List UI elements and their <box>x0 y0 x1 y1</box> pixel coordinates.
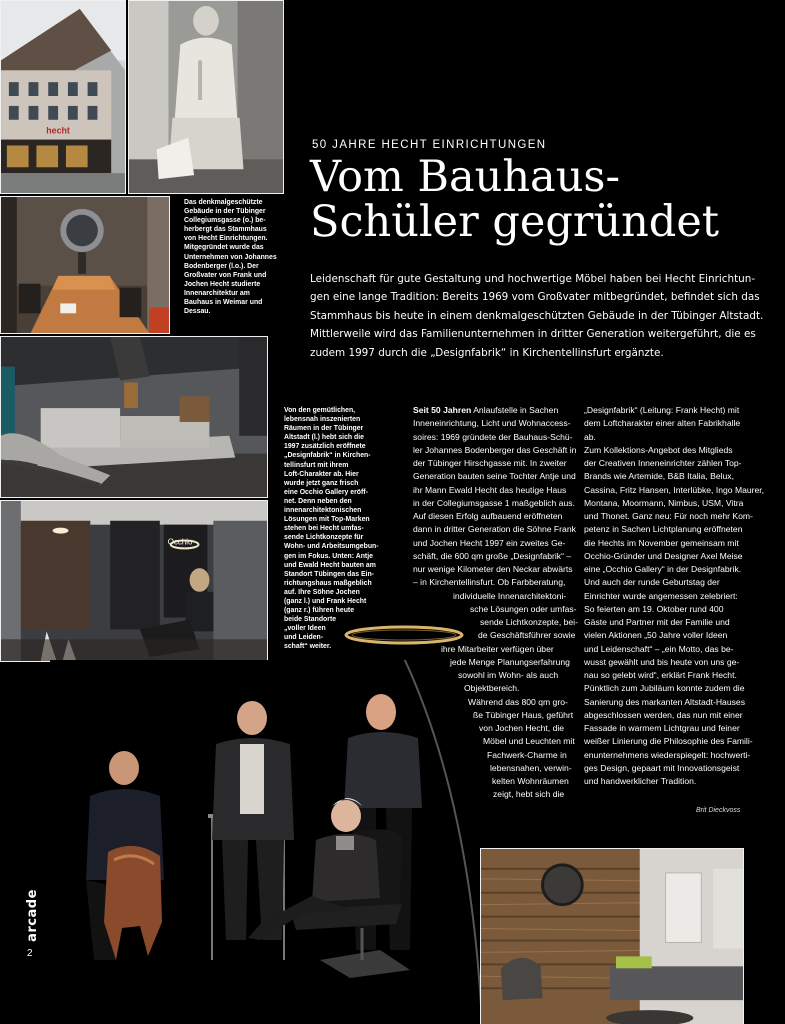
headline-line: Vom Bauhaus- <box>310 152 620 202</box>
body-line: Montana, Moormann, Nimbus, USM, Vitra <box>584 497 744 508</box>
body-line: dann in dritter Generation die Söhne Frank <box>413 524 576 535</box>
caption-line: eine Occhio Gallery eröff- <box>284 488 368 496</box>
body-line: sowohl im Wohn- als auch <box>458 670 559 680</box>
body-line: ler Johannes Bodenberger das Geschäft in <box>413 444 577 455</box>
occhio-gallery-photo <box>0 500 268 662</box>
body-line: zeigt, hebt sich die <box>493 789 565 800</box>
intro-line: zudem 1997 durch die „Designfabrik“ in Kirchentellinsfurt ergänzte. <box>310 346 664 359</box>
caption-line: Räumen in der Tübinger <box>284 425 364 433</box>
body-line: ihr Mann Ewald Hecht das heutige Haus <box>413 484 567 495</box>
caption-line: stehen bei Hecht umfas- <box>284 525 364 533</box>
body-line: – in Kirchentellinsfurt. Ob Farbberatung, <box>413 577 566 588</box>
body-column-2 <box>584 404 765 788</box>
caption-line: lebensnah inszenierten <box>284 416 361 424</box>
caption-line: Jochen Hecht studierte <box>184 280 261 288</box>
body-line: von Jochen Hecht, die <box>479 723 565 733</box>
body-line: sche Lösungen oder umfas- <box>470 603 577 614</box>
wood-wall-interior-photo <box>480 848 744 1024</box>
body-line: ihre Mitarbeiter verfügen über <box>441 643 554 654</box>
body-column-1 <box>413 404 578 802</box>
caption-line: Mitgegründet wurde das <box>184 244 264 252</box>
body-line: Einrichter wurde angemessen zelebriert: <box>584 590 738 601</box>
caption-line: (ganz r.) führen heute <box>284 607 355 615</box>
loft-sofa-photo <box>0 336 268 498</box>
intro-line: gen eine lange Tradition: Bereits 1969 vom Großvater mitbegründet, befindet sich das <box>310 291 760 304</box>
body-line: ße Tübinger Haus, geführt <box>473 709 574 720</box>
caption-line: „voller Ideen <box>284 625 326 633</box>
caption-line: schaft“ weiter. <box>284 643 332 651</box>
caption-line: „Designfabrik“ in Kirchen- <box>284 452 371 460</box>
caption-line: Loft-Charakter ab. Hier <box>284 470 359 478</box>
caption-line: Großvater von Frank und <box>184 271 267 279</box>
body-line: soires: 1969 gründete der Bauhaus-Schü- <box>413 431 573 442</box>
storefront-sign-text: hecht <box>46 125 70 136</box>
caption-line: tellinsfurt mit ihrem <box>284 461 349 469</box>
body-line: abgeschlossen werden, das nun mit einer <box>584 709 743 720</box>
body-line: Und auch der runde Geburtstag der <box>584 577 720 588</box>
article-intro <box>310 270 764 362</box>
caption-line: Standort Tübingen das Ein- <box>284 570 374 578</box>
body-line: Generation bauten seine Tochter Antje und <box>413 471 576 482</box>
caption-line: Altstadt (l.) hebt sich die <box>284 434 365 442</box>
body-line: kelten Wohnräumen <box>492 776 569 786</box>
caption-line: von Hecht Einrichtungen. <box>184 235 268 243</box>
caption-line: net. Denn neben den <box>284 497 352 505</box>
body-line: der Creativen Inneneinrichter zählen Top- <box>584 458 742 468</box>
caption-line: und Leiden- <box>284 634 324 642</box>
caption-line: gen im Fokus. Unten: Antje <box>284 552 373 560</box>
body-line: und Thonet. Ganz neu: Für noch mehr Kom- <box>584 511 753 521</box>
body-lead: Seit 50 Jahren <box>413 405 472 415</box>
intro-line: Leidenschaft für gute Gestaltung und hochwertige Möbel haben bei Hecht Einrichtun- <box>310 273 756 285</box>
author-byline: Brit Dieckvoss <box>696 807 741 814</box>
body-line: Objektbereich. <box>464 683 520 694</box>
body-line: und Leidenschaft“ – „ein Motto, das be- <box>584 643 734 654</box>
body-line: Sanierung des markanten Altstadt-Hauses <box>584 696 745 707</box>
body-line: weißer Linierung die Philosophie des Famili- <box>584 736 753 747</box>
body-line: die Hechts im November gemeinsam mit <box>584 537 739 548</box>
body-line: ges Design, gepaart mit Innovationsgeist <box>584 762 740 773</box>
caption-line: richtungshaus maßgeblich <box>284 579 372 587</box>
body-line: und Jochen Hecht 1997 ein zweites Ge- <box>413 537 566 548</box>
body-line: Occhio-Gründer und Designer Axel Meise <box>584 550 743 561</box>
body-line: und handwerklicher Tradition. <box>584 776 697 786</box>
body-line: petenz in Sachen Lichtplanung eröffneten <box>584 524 743 535</box>
magazine-brand-text: arcade <box>24 889 40 942</box>
tuebingen-interior-photo <box>0 196 170 334</box>
caption-line: Unternehmen von Johannes <box>184 253 277 261</box>
caption-line: beide Standorte <box>284 616 337 624</box>
body-line-text: Anlaufstelle in Sachen <box>473 405 559 415</box>
body-line: sende Lichtkonzepte, bei- <box>480 617 578 627</box>
body-line: Während das 800 qm gro- <box>468 696 568 707</box>
caption-middle <box>284 406 379 652</box>
caption-line: Bodenberger (l.o.). Der <box>184 262 259 270</box>
body-line: de Geschäftsführer sowie <box>478 630 576 641</box>
caption-line: Bauhaus in Weimar und <box>184 299 263 307</box>
magazine-brand <box>24 888 44 948</box>
body-line: Gäste und Partner mit der Familie und <box>584 617 730 627</box>
intro-line: Stammhaus bis heute in einem denkmalgeschützten Gebäude in der Tübinger Altstadt. <box>310 309 764 322</box>
body-line: So feierten am 19. Oktober rund 400 <box>584 603 724 614</box>
body-line: ab. <box>584 431 596 442</box>
body-line: in der Collegiumsgasse 1 maßgeblich aus. <box>413 497 575 508</box>
body-line: jede Menge Planungserfahrung <box>450 656 570 667</box>
body-line: enunternehmens wiederspiegelt: hochwerti- <box>584 749 751 760</box>
body-line <box>413 404 573 417</box>
intro-line: Mittlerweile wird das Familienunternehmen in dritter Generation weitergeführt, die es <box>310 328 756 341</box>
caption-line: auf. Ihre Söhne Jochen <box>284 588 360 596</box>
caption-line: Lösungen mit Top-Marken <box>284 516 370 524</box>
caption-top <box>184 198 277 316</box>
caption-line: Das denkmalgeschützte <box>184 199 263 206</box>
article-kicker: 50 JAHRE HECHT EINRICHTUNGEN <box>312 139 547 151</box>
caption-line: wurde jetzt ganz frisch <box>284 479 359 487</box>
body-line: schäft, die 600 qm große „Designfabrik“ – <box>413 550 572 561</box>
body-line: vielen Aktionen „50 Jahre voller Ideen <box>584 630 728 641</box>
body-line: Pünktlich zum Jubiläum konnte zudem die <box>584 683 745 694</box>
body-line: nur wenige Kilometer den Neckar abwärts <box>413 564 573 574</box>
body-line: Inneneinrichtung, Licht und Wohnaccess- <box>413 418 571 429</box>
storefront-photo <box>0 0 126 194</box>
body-line: der Tübinger Hirschgasse mit. In zweiter <box>413 458 567 468</box>
caption-line: innenarchitektonischen <box>284 507 362 515</box>
body-line: dem Loftcharakter einer alten Fabrikhalle <box>584 418 741 429</box>
caption-line: Collegiumsgasse (o.) be- <box>184 217 266 225</box>
caption-line: Innenarchitektur am <box>184 289 250 297</box>
caption-line: Wohn- und Arbeitsumgebun- <box>284 543 379 551</box>
body-line: „Designfabrik“ (Leitung: Frank Hecht) mit <box>584 405 740 415</box>
body-line: eine „Occhio Gallery“ in der Designfabrik. <box>584 564 742 574</box>
caption-line: sende Lichtkonzepte für <box>284 534 364 542</box>
body-line: individuelle Innenarchitektoni- <box>453 590 567 601</box>
caption-line: herbergt das Stammhaus <box>184 226 267 234</box>
body-line: Fassade in warmem Lichtgrau und feiner <box>584 723 740 733</box>
caption-line: und Ewald Hecht bauten am <box>284 561 376 569</box>
body-line: Möbel und Leuchten mit <box>483 736 575 747</box>
body-line: nau so gelebt wird“, erklärt Frank Hecht. <box>584 670 737 680</box>
caption-line: Von den gemütlichen, <box>284 407 356 414</box>
founder-portrait-photo <box>128 0 284 194</box>
headline-line: Schüler gegründet <box>310 197 720 247</box>
body-line: Brands wie Artemide, B&B Italia, Belux, <box>584 471 734 482</box>
body-line: Auf diesen Erfolg aufbauend eröffneten <box>413 511 563 521</box>
caption-line: 1997 zusätzlich eröffnete <box>284 443 366 451</box>
gallery-sign-text: Occhio <box>167 537 193 547</box>
caption-line: (ganz l.) und Frank Hecht <box>284 597 367 605</box>
body-line: Zum Kollektions-Angebot des Mitglieds <box>584 444 733 455</box>
body-line: Fachwerk-Charme in <box>487 749 567 760</box>
page-number: 2 <box>27 948 33 959</box>
body-line: lebensnahen, verwin- <box>490 762 572 773</box>
caption-line: Gebäude in der Tübinger <box>184 208 266 216</box>
caption-line: Dessau. <box>184 308 211 316</box>
body-line: wusst gewählt und bis heute von uns ge- <box>584 656 740 667</box>
body-line: Cassina, Fritz Hansen, Interlübke, Ingo Maurer, <box>584 484 765 495</box>
article-headline <box>310 152 770 247</box>
